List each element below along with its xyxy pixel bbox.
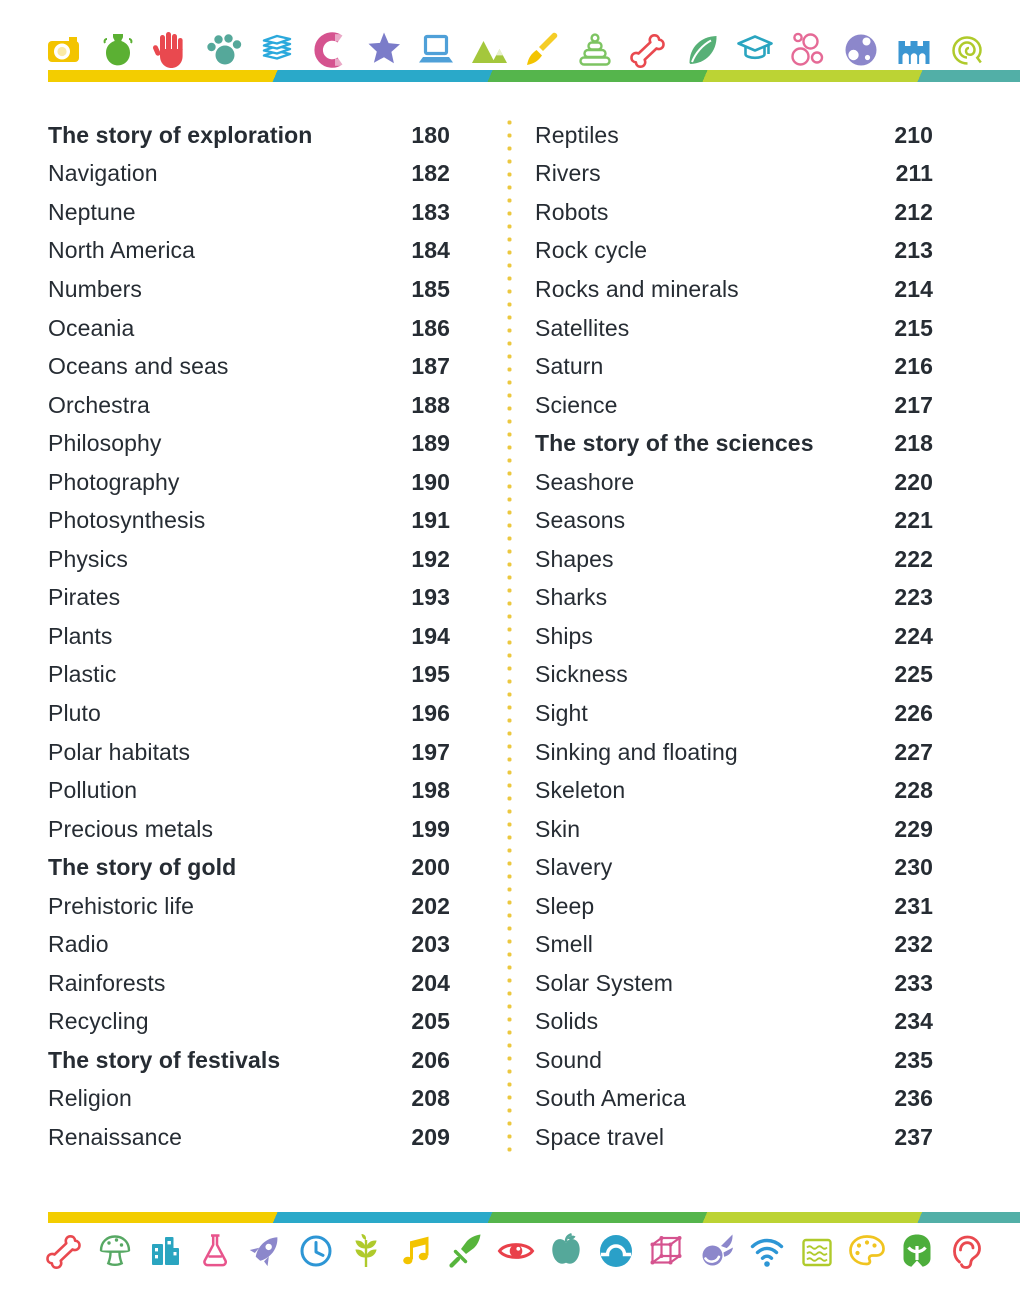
shell-icon xyxy=(946,29,988,71)
entry-page-number: 221 xyxy=(894,507,933,534)
index-entry xyxy=(48,848,450,887)
entry-label: The story of the sciences xyxy=(535,430,814,457)
flask-icon xyxy=(194,1230,236,1272)
index-entry xyxy=(535,232,933,271)
moon-icon xyxy=(840,29,882,71)
entry-page-number: 206 xyxy=(411,1046,450,1073)
index-entry xyxy=(535,309,933,348)
index-entry xyxy=(535,694,933,733)
index-entry xyxy=(48,579,450,618)
entry-label: Saturn xyxy=(535,353,604,380)
entry-page-number: 212 xyxy=(894,198,933,225)
buildings-icon xyxy=(144,1230,186,1272)
entry-page-number: 222 xyxy=(894,545,933,572)
index-entry xyxy=(535,733,933,772)
entry-page-number: 230 xyxy=(894,854,933,881)
magnet-icon xyxy=(309,29,351,71)
index-entry xyxy=(48,540,450,579)
entry-label: Shapes xyxy=(535,545,614,572)
index-entry xyxy=(535,925,933,964)
entry-page-number: 215 xyxy=(894,314,933,341)
entry-label: Recycling xyxy=(48,1008,149,1035)
entry-label: Slavery xyxy=(535,854,613,881)
mushroom-icon xyxy=(94,1230,136,1272)
entry-label: Sound xyxy=(535,1046,603,1073)
entry-label: The story of gold xyxy=(48,854,237,881)
index-entry xyxy=(48,386,450,425)
entry-page-number: 226 xyxy=(894,699,933,726)
entry-label: The story of exploration xyxy=(48,121,313,148)
index-entry xyxy=(48,270,450,309)
entry-label: Sharks xyxy=(535,584,608,611)
entry-label: Photography xyxy=(48,468,180,495)
ear-icon xyxy=(946,1230,988,1272)
index-entry xyxy=(48,810,450,849)
index-entry xyxy=(535,964,933,1003)
index-entry xyxy=(48,232,450,271)
entry-label: Photosynthesis xyxy=(48,507,206,534)
index-entry xyxy=(48,656,450,695)
index-entry xyxy=(535,1003,933,1042)
entry-label: Rocks and minerals xyxy=(535,275,739,302)
index-column-right xyxy=(535,116,933,1157)
castle-icon xyxy=(893,29,935,71)
entry-page-number: 229 xyxy=(894,815,933,842)
star-icon xyxy=(362,29,404,71)
dotted-divider xyxy=(507,116,512,1157)
entry-page-number: 213 xyxy=(894,237,933,264)
entry-label: Rivers xyxy=(535,160,601,187)
entry-label: Pollution xyxy=(48,777,138,804)
index-entry xyxy=(48,463,450,502)
paintbrush-icon xyxy=(521,29,563,71)
entry-label: Seashore xyxy=(535,468,635,495)
index-entry xyxy=(48,347,450,386)
entry-label: Orchestra xyxy=(48,391,150,418)
top-icon-row xyxy=(44,28,988,72)
money-icon xyxy=(256,29,298,71)
entry-label: Neptune xyxy=(48,198,136,225)
entry-page-number: 234 xyxy=(894,1008,933,1035)
entry-page-number: 237 xyxy=(894,1123,933,1150)
entry-label: Ships xyxy=(535,622,594,649)
entry-label: Physics xyxy=(48,545,128,572)
index-entry xyxy=(535,1041,933,1080)
bone-icon xyxy=(628,29,670,71)
entry-page-number: 216 xyxy=(894,353,933,380)
entry-label: Science xyxy=(535,391,618,418)
index-entry xyxy=(48,501,450,540)
entry-page-number: 196 xyxy=(411,699,450,726)
entry-page-number: 197 xyxy=(411,738,450,765)
wave-circle-icon xyxy=(595,1230,637,1272)
entry-page-number: 188 xyxy=(411,391,450,418)
palette-icon xyxy=(846,1230,888,1272)
entry-page-number: 186 xyxy=(411,314,450,341)
entry-page-number: 203 xyxy=(411,931,450,958)
entry-page-number: 236 xyxy=(894,1085,933,1112)
index-entry xyxy=(535,1080,933,1119)
index-entry xyxy=(535,424,933,463)
index-entry xyxy=(535,540,933,579)
mountains-icon xyxy=(468,29,510,71)
entry-page-number: 205 xyxy=(411,1008,450,1035)
entry-label: Skeleton xyxy=(535,777,626,804)
graduation-cap-icon xyxy=(734,29,776,71)
wifi-icon xyxy=(746,1230,788,1272)
rocket-icon xyxy=(244,1230,286,1272)
comet-icon xyxy=(695,1230,737,1272)
entry-page-number: 218 xyxy=(894,430,933,457)
entry-label: Plastic xyxy=(48,661,117,688)
entry-label: Philosophy xyxy=(48,430,162,457)
entry-label: Satellites xyxy=(535,314,630,341)
index-entry xyxy=(535,347,933,386)
bone-icon xyxy=(44,1230,86,1272)
entry-page-number: 233 xyxy=(894,969,933,996)
entry-page-number: 184 xyxy=(411,237,450,264)
index-entry xyxy=(48,155,450,194)
entry-label: Oceania xyxy=(48,314,135,341)
molecule-icon xyxy=(787,29,829,71)
index-entry xyxy=(48,1003,450,1042)
entry-page-number: 190 xyxy=(411,468,450,495)
entry-label: Oceans and seas xyxy=(48,353,229,380)
entry-label: Religion xyxy=(48,1085,132,1112)
index-entry xyxy=(48,309,450,348)
index-column-left xyxy=(48,116,450,1157)
entry-label: The story of festivals xyxy=(48,1046,281,1073)
hand-icon xyxy=(150,29,192,71)
index-entry xyxy=(535,810,933,849)
entry-label: Smell xyxy=(535,931,594,958)
index-entry xyxy=(48,1118,450,1157)
entry-page-number: 189 xyxy=(411,430,450,457)
entry-label: Renaissance xyxy=(48,1123,183,1150)
index-entry xyxy=(535,463,933,502)
entry-page-number: 194 xyxy=(411,622,450,649)
entry-label: Seasons xyxy=(535,507,626,534)
index-entry xyxy=(48,617,450,656)
leaf-icon xyxy=(681,29,723,71)
entry-page-number: 200 xyxy=(411,854,450,881)
entry-page-number: 183 xyxy=(411,198,450,225)
entry-label: Solids xyxy=(535,1008,599,1035)
wheat-icon xyxy=(345,1230,387,1272)
index-content xyxy=(48,116,933,1157)
bottom-color-bar xyxy=(48,1212,1020,1223)
entry-label: Space travel xyxy=(535,1123,665,1150)
entry-label: Plants xyxy=(48,622,113,649)
entry-label: Radio xyxy=(48,931,109,958)
entry-page-number: 195 xyxy=(411,661,450,688)
entry-label: Sickness xyxy=(535,661,628,688)
index-entry xyxy=(48,964,450,1003)
entry-label: North America xyxy=(48,237,196,264)
entry-page-number: 198 xyxy=(411,777,450,804)
entry-label: Solar System xyxy=(535,969,673,996)
top-color-bar xyxy=(48,70,1020,82)
camera-icon xyxy=(44,29,86,71)
clock-icon xyxy=(295,1230,337,1272)
music-note-icon xyxy=(395,1230,437,1272)
entry-label: Rainforests xyxy=(48,969,166,996)
entry-label: Sight xyxy=(535,699,588,726)
index-entry xyxy=(535,386,933,425)
entry-page-number: 220 xyxy=(894,468,933,495)
laptop-icon xyxy=(415,29,457,71)
eye-icon xyxy=(495,1230,537,1272)
vase-icon xyxy=(97,29,139,71)
entry-label: Rock cycle xyxy=(535,237,648,264)
entry-page-number: 199 xyxy=(411,815,450,842)
entry-label: Pirates xyxy=(48,584,121,611)
entry-label: Skin xyxy=(535,815,581,842)
index-entry xyxy=(535,116,933,155)
helmet-icon xyxy=(896,1230,938,1272)
entry-page-number: 211 xyxy=(895,160,933,187)
index-entry xyxy=(535,848,933,887)
entry-page-number: 225 xyxy=(894,661,933,688)
paw-icon xyxy=(203,29,245,71)
index-entry xyxy=(535,155,933,194)
index-entry xyxy=(48,193,450,232)
entry-label: Polar habitats xyxy=(48,738,191,765)
entry-label: South America xyxy=(535,1085,686,1112)
entry-page-number: 209 xyxy=(411,1123,450,1150)
entry-label: Pluto xyxy=(48,699,101,726)
entry-page-number: 210 xyxy=(894,121,933,148)
index-entry xyxy=(535,270,933,309)
index-entry xyxy=(48,694,450,733)
index-entry xyxy=(48,887,450,926)
index-entry xyxy=(535,1118,933,1157)
sword-icon xyxy=(445,1230,487,1272)
entry-label: Numbers xyxy=(48,275,143,302)
index-entry xyxy=(48,1041,450,1080)
cube-icon xyxy=(645,1230,687,1272)
entry-page-number: 224 xyxy=(894,622,933,649)
index-entry xyxy=(535,579,933,618)
index-entry xyxy=(48,925,450,964)
index-entry xyxy=(48,1080,450,1119)
entry-page-number: 232 xyxy=(894,931,933,958)
entry-page-number: 228 xyxy=(894,777,933,804)
index-entry xyxy=(535,193,933,232)
apple-icon xyxy=(545,1230,587,1272)
index-entry xyxy=(535,656,933,695)
index-entry xyxy=(535,771,933,810)
entry-page-number: 193 xyxy=(411,584,450,611)
stacking-rings-icon xyxy=(574,29,616,71)
entry-page-number: 204 xyxy=(411,969,450,996)
entry-page-number: 208 xyxy=(411,1085,450,1112)
entry-page-number: 235 xyxy=(894,1046,933,1073)
entry-label: Sleep xyxy=(535,892,595,919)
entry-page-number: 185 xyxy=(411,275,450,302)
entry-page-number: 223 xyxy=(894,584,933,611)
entry-page-number: 191 xyxy=(411,507,450,534)
entry-label: Sinking and floating xyxy=(535,738,738,765)
entry-label: Navigation xyxy=(48,160,158,187)
index-entry xyxy=(535,501,933,540)
index-entry xyxy=(48,771,450,810)
entry-label: Reptiles xyxy=(535,121,619,148)
bottom-icon-row xyxy=(44,1228,988,1274)
index-entry xyxy=(48,424,450,463)
entry-page-number: 214 xyxy=(894,275,933,302)
entry-label: Prehistoric life xyxy=(48,892,195,919)
entry-page-number: 187 xyxy=(411,353,450,380)
entry-page-number: 231 xyxy=(894,892,933,919)
index-entry xyxy=(48,733,450,772)
index-entry xyxy=(535,617,933,656)
entry-label: Robots xyxy=(535,198,609,225)
entry-page-number: 217 xyxy=(894,391,933,418)
index-entry xyxy=(535,887,933,926)
entry-page-number: 227 xyxy=(894,738,933,765)
entry-page-number: 180 xyxy=(411,121,450,148)
entry-label: Precious metals xyxy=(48,815,214,842)
waves-icon xyxy=(796,1230,838,1272)
entry-page-number: 192 xyxy=(411,545,450,572)
index-entry xyxy=(48,116,450,155)
entry-page-number: 202 xyxy=(411,892,450,919)
entry-page-number: 182 xyxy=(411,160,450,187)
